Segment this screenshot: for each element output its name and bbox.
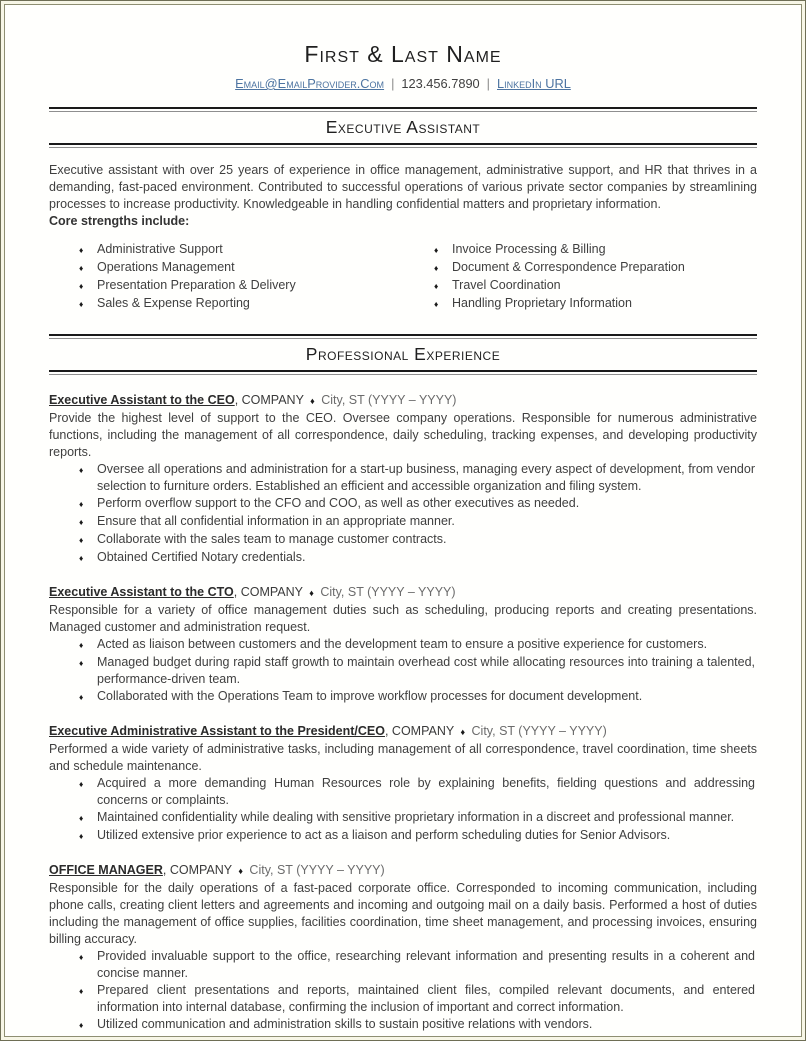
divider-double-rule	[49, 334, 757, 339]
job-heading	[49, 862, 757, 880]
diamond-bullet-icon: ♦	[79, 499, 84, 509]
experience-banner	[49, 334, 757, 375]
divider-double-rule	[49, 107, 757, 112]
diamond-bullet-icon: ♦	[79, 831, 84, 841]
diamond-bullet-icon: ♦	[79, 640, 84, 650]
bullet-item	[49, 549, 757, 567]
divider-double-rule	[49, 143, 757, 148]
strength-label: Sales & Expense Reporting	[97, 296, 250, 310]
diamond-bullet-icon: ♦	[79, 952, 84, 962]
job-description: Performed a wide variety of administrative tasks, including management of all correspondence, travel coordination, time sheets and schedule maintenance.	[49, 742, 757, 773]
linkedin-link[interactable]: LinkedIn URL	[497, 76, 571, 91]
bullet-item	[49, 495, 757, 513]
bullet-item	[49, 948, 757, 982]
bullet-text: Oversee all operations and administration for a start-up business, managing every aspect of development, from vendor selection to furniture orders. Established an efficient and accessible organization and filing system.	[97, 462, 755, 493]
bullet-item	[49, 982, 757, 1016]
diamond-bullet-icon: ♦	[79, 692, 84, 702]
diamond-bullet-icon: ♦	[434, 263, 439, 273]
job-bullet-list	[49, 775, 757, 845]
job-heading	[49, 723, 757, 741]
bullet-text: Prepared client presentations and reports, maintained client files, compiled relevant documents, and entered information into internal database, confirming the inclusion of important and correct information.	[97, 983, 755, 1014]
diamond-bullet-icon: ♦	[434, 299, 439, 309]
bullet-text: Collaborate with the sales team to manage customer contracts.	[97, 532, 447, 546]
company-diamond-icon: ♦	[309, 588, 314, 598]
bullet-text: Perform overflow support to the CFO and COO, as well as other executives as needed.	[97, 496, 580, 510]
job-entry	[49, 392, 757, 567]
strength-item	[49, 295, 404, 313]
job-title: Executive Assistant to the CEO	[49, 393, 235, 407]
diamond-bullet-icon: ♦	[79, 813, 84, 823]
email-link[interactable]: Email@EmailProvider.Com	[235, 76, 385, 91]
diamond-bullet-icon: ♦	[79, 299, 84, 309]
bullet-text: Collaborated with the Operations Team to improve workflow processes for document development.	[97, 689, 643, 703]
job-list	[49, 392, 757, 1034]
strength-label: Invoice Processing & Billing	[452, 242, 606, 256]
diamond-bullet-icon: ♦	[79, 263, 84, 273]
job-heading	[49, 584, 757, 602]
job-bullet-list	[49, 948, 757, 1034]
strength-label: Administrative Support	[97, 242, 223, 256]
bullet-item	[49, 513, 757, 531]
contact-separator: |	[391, 76, 395, 91]
job-entry	[49, 862, 757, 1034]
job-description: Provide the highest level of support to the CEO. Oversee company operations. Responsible for numerous administrative functions, including the management of all correspondence, daily scheduling, tracking expenses, and developing productivity reports.	[49, 411, 757, 459]
core-strengths-list-left	[49, 241, 404, 313]
core-strengths-lists	[49, 241, 757, 313]
diamond-bullet-icon: ♦	[79, 465, 84, 475]
job-location: City, ST (YYYY – YYYY)	[245, 863, 385, 877]
job-title: Executive Assistant to the CTO	[49, 585, 234, 599]
job-location: City, ST (YYYY – YYYY)	[316, 585, 456, 599]
strength-label: Document & Correspondence Preparation	[452, 260, 685, 274]
bullet-item	[49, 775, 757, 809]
contact-separator: |	[486, 76, 490, 91]
summary-paragraph: Executive assistant with over 25 years of experience in office management, administrative support, and HR that thrives in a demanding, fast-paced environment. Contributed to successful operations of various private sector companies by streamlining processes to increase productivity. Knowledgeable in handling confidential matters and proprietary information.	[49, 163, 757, 211]
company-diamond-icon: ♦	[460, 727, 466, 737]
diamond-bullet-icon: ♦	[79, 245, 84, 255]
job-location: City, ST (YYYY – YYYY)	[468, 724, 607, 738]
bullet-item	[49, 1016, 757, 1034]
core-strengths-label: Core strengths include:	[49, 214, 190, 228]
job-description: Responsible for a variety of office management duties such as scheduling, producing reports and creating presentations. Managed customer and administration request.	[49, 603, 757, 634]
job-bullet-list	[49, 636, 757, 706]
bullet-item	[49, 688, 757, 706]
bullet-text: Managed budget during rapid staff growth to maintain overhead cost while allocating resources into training a talented, performance-driven team.	[97, 655, 755, 686]
job-company: , COMPANY	[234, 393, 308, 407]
company-diamond-icon: ♦	[238, 866, 243, 876]
strength-item	[404, 295, 757, 313]
bullet-text: Utilized extensive prior experience to act as a liaison and perform scheduling duties for Senior Advisors.	[97, 828, 671, 842]
divider-double-rule	[49, 370, 757, 375]
job-description: Responsible for the daily operations of a fast-paced corporate office. Corresponded to incoming communication, including phone calls, creating client letters and agreements and incoming and outgoing mail on a daily basis. Performed a host of duties including the management of office supplies, facilities coordination, time sheet management, and processing invoices, ensuring billing accuracy.	[49, 881, 757, 946]
contact-line	[49, 75, 757, 92]
diamond-bullet-icon: ♦	[79, 658, 84, 668]
job-entry	[49, 584, 757, 706]
bullet-text: Maintained confidentiality while dealing with sensitive proprietary information in a discreet and professional manner.	[97, 810, 735, 824]
job-company: , COMPANY	[233, 585, 307, 599]
job-company: , COMPANY	[384, 724, 458, 738]
strength-item	[49, 241, 404, 259]
resume-content	[1, 1, 805, 1034]
bullet-text: Acquired a more demanding Human Resources role by explaining benefits, fielding questions and addressing concerns or complaints.	[97, 776, 755, 807]
strength-item	[404, 259, 757, 277]
job-bullet-list	[49, 461, 757, 567]
bullet-item	[49, 636, 757, 654]
strength-item	[404, 277, 757, 295]
diamond-bullet-icon: ♦	[434, 245, 439, 255]
strength-label: Travel Coordination	[452, 278, 561, 292]
bullet-item	[49, 531, 757, 549]
strength-item	[49, 259, 404, 277]
role-title: Executive Assistant	[325, 117, 481, 137]
diamond-bullet-icon: ♦	[79, 553, 84, 563]
diamond-bullet-icon: ♦	[434, 281, 439, 291]
strength-item	[49, 277, 404, 295]
phone-number: 123.456.7890	[401, 76, 480, 91]
diamond-bullet-icon: ♦	[79, 1020, 84, 1030]
strength-label: Presentation Preparation & Delivery	[97, 278, 296, 292]
job-entry	[49, 723, 757, 845]
candidate-name: First & Last Name	[304, 41, 502, 67]
strength-label: Operations Management	[97, 260, 235, 274]
strength-item	[404, 241, 757, 259]
bullet-text: Acted as liaison between customers and the development team to ensure a positive experience for customers.	[97, 637, 708, 651]
job-heading	[49, 392, 757, 410]
bullet-item	[49, 827, 757, 845]
job-location: City, ST (YYYY – YYYY)	[317, 393, 457, 407]
experience-section-title: Professional Experience	[305, 344, 501, 364]
job-title: OFFICE MANAGER	[49, 863, 163, 877]
bullet-item	[49, 809, 757, 827]
strength-label: Handling Proprietary Information	[452, 296, 632, 310]
bullet-text: Provided invaluable support to the office, researching relevant information and presenting results in a coherent and concise manner.	[97, 949, 755, 980]
diamond-bullet-icon: ♦	[79, 517, 84, 527]
job-title: Executive Administrative Assistant to the President/CEO	[49, 724, 385, 738]
company-diamond-icon: ♦	[310, 396, 315, 406]
core-strengths-list-right	[404, 241, 757, 313]
bullet-text: Obtained Certified Notary credentials.	[97, 550, 306, 564]
role-title-banner	[49, 107, 757, 148]
bullet-text: Utilized communication and administration skills to sustain positive relations with vendors.	[97, 1017, 593, 1031]
bullet-text: Ensure that all confidential information in an appropriate manner.	[97, 514, 455, 528]
bullet-item	[49, 654, 757, 688]
diamond-bullet-icon: ♦	[79, 535, 84, 545]
diamond-bullet-icon: ♦	[79, 986, 84, 996]
diamond-bullet-icon: ♦	[79, 281, 84, 291]
diamond-bullet-icon: ♦	[79, 779, 84, 789]
job-company: , COMPANY	[162, 863, 236, 877]
bullet-item	[49, 461, 757, 495]
